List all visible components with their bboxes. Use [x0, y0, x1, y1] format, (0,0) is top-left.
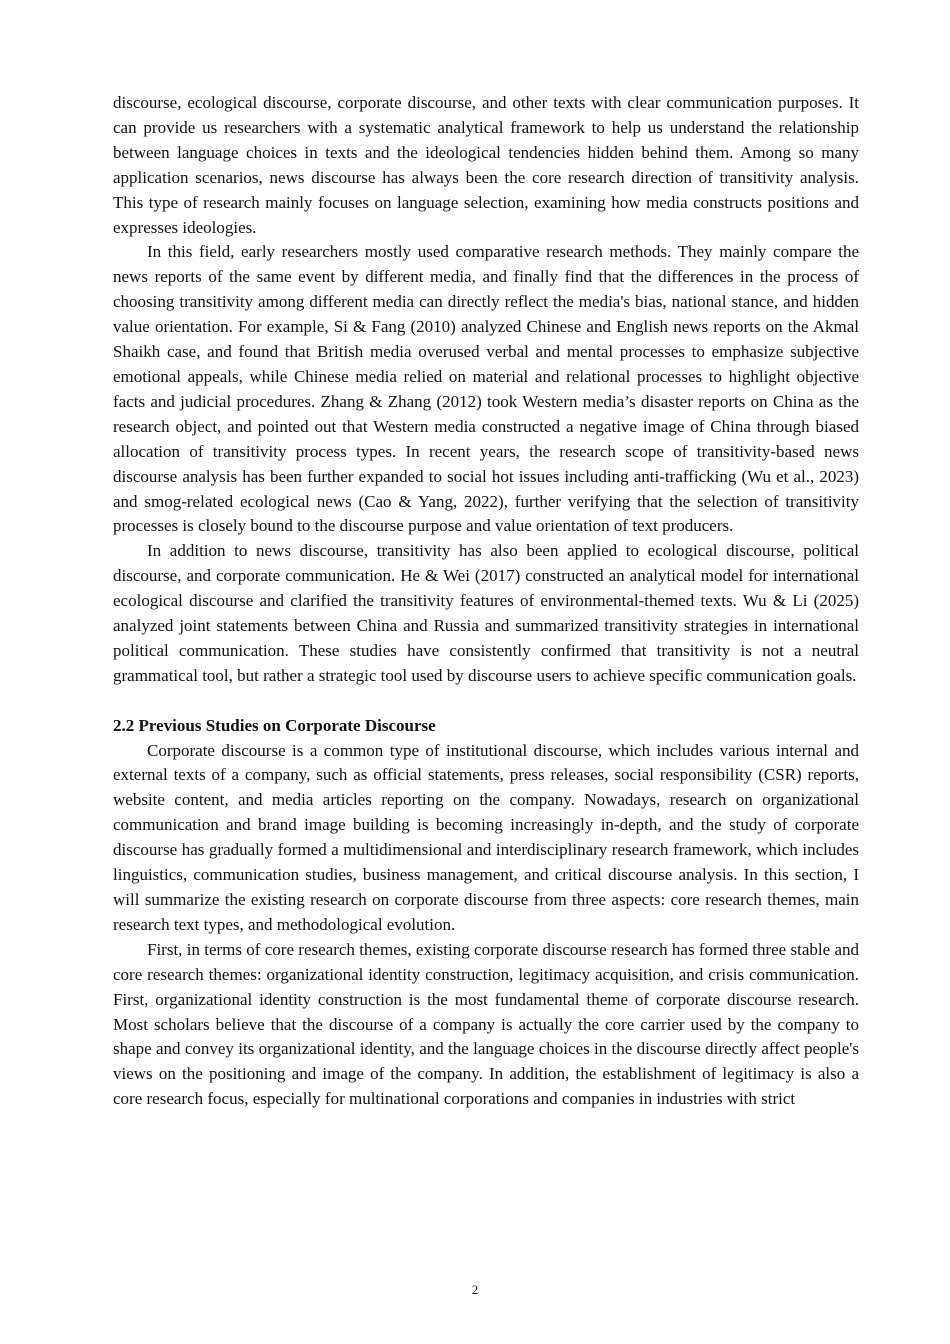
paragraph-news-discourse: In this field, early researchers mostly used comparative research methods. They mainly compare the news reports of the same event by different media, and finally find that the differences in the process of choosing transitivity among different media can directly reflect the media's bias, national stance, and hidden value orientation. For example, Si & Fang (2010) analyzed Chinese and English news reports on the Akmal Shaikh case, and found that British media overused verbal and mental processes to emphasize subjective emotional appeals, while Chinese media relied on material and relational processes to highlight objective facts and judicial procedures. Zhang & Zhang (2012) took Western media’s disaster reports on China as the research object, and pointed out that Western media constructed a negative image of China through biased allocation of transitivity process types. In recent years, the research scope of transitivity-based news discourse analysis has been further expanded to social hot issues including anti-trafficking (Wu et al., 2023) and smog-related ecological news (Cao & Yang, 2022), further verifying that the selection of transitivity processes is closely bound to the discourse purpose and value orientation of text producers.: [113, 242, 859, 536]
paragraph-continued: discourse, ecological discourse, corporate discourse, and other texts with clear communication purposes. It can provide us researchers with a systematic analytical framework to help us understand the relationship between language choices in texts and the ideological tendencies hidden behind them. Among so many application scenarios, news discourse has always been the core research direction of transitivity analysis. This type of research mainly focuses on language selection, examining how media constructs positions and expresses ideologies.: [113, 93, 859, 237]
section-heading: 2.2 Previous Studies on Corporate Discourse: [113, 715, 436, 735]
paragraph-core-themes: First, in terms of core research themes, existing corporate discourse research has formed three stable and core research themes: organizational identity construction, legitimacy acquisition, and crisis communication. First, organizational identity construction is the most fundamental theme of corporate discourse research. Most scholars believe that the discourse of a company is actually the core carrier used by the company to shape and convey its organizational identity, and the language choices in the discourse directly affect people's views on the positioning and image of the company. In addition, the establishment of legitimacy is also a core research focus, especially for multinational corporations and companies in industries with strict: [113, 939, 859, 1109]
paragraph-other-discourse: In addition to news discourse, transitivity has also been applied to ecological discourse, political discourse, and corporate communication. He & Wei (2017) constructed an analytical model for international ecological discourse and clarified the transitivity features of environmental-themed texts. Wu & Li (2025) analyzed joint statements between China and Russia and summarized transitivity strategies in international political communication. These studies have consistently confirmed that transitivity is not a neutral grammatical tool, but rather a strategic tool used by discourse users to achieve specific communication goals.: [113, 541, 859, 685]
paragraph-corporate-discourse: Corporate discourse is a common type of institutional discourse, which includes various internal and external texts of a company, such as official statements, press releases, social responsibility (CSR) reports, website content, and media articles reporting on the company. Nowadays, research on organizational communication and brand image building is becoming increasingly in-depth, and the study of corporate discourse has gradually formed a multidimensional and interdisciplinary research framework, which includes linguistics, communication studies, business management, and critical discourse analysis. In this section, I will summarize the existing research on corporate discourse from three aspects: core research themes, main research text types, and methodological evolution.: [113, 740, 859, 934]
page-body: [113, 91, 859, 1112]
page-number: 2: [471, 1282, 479, 1297]
